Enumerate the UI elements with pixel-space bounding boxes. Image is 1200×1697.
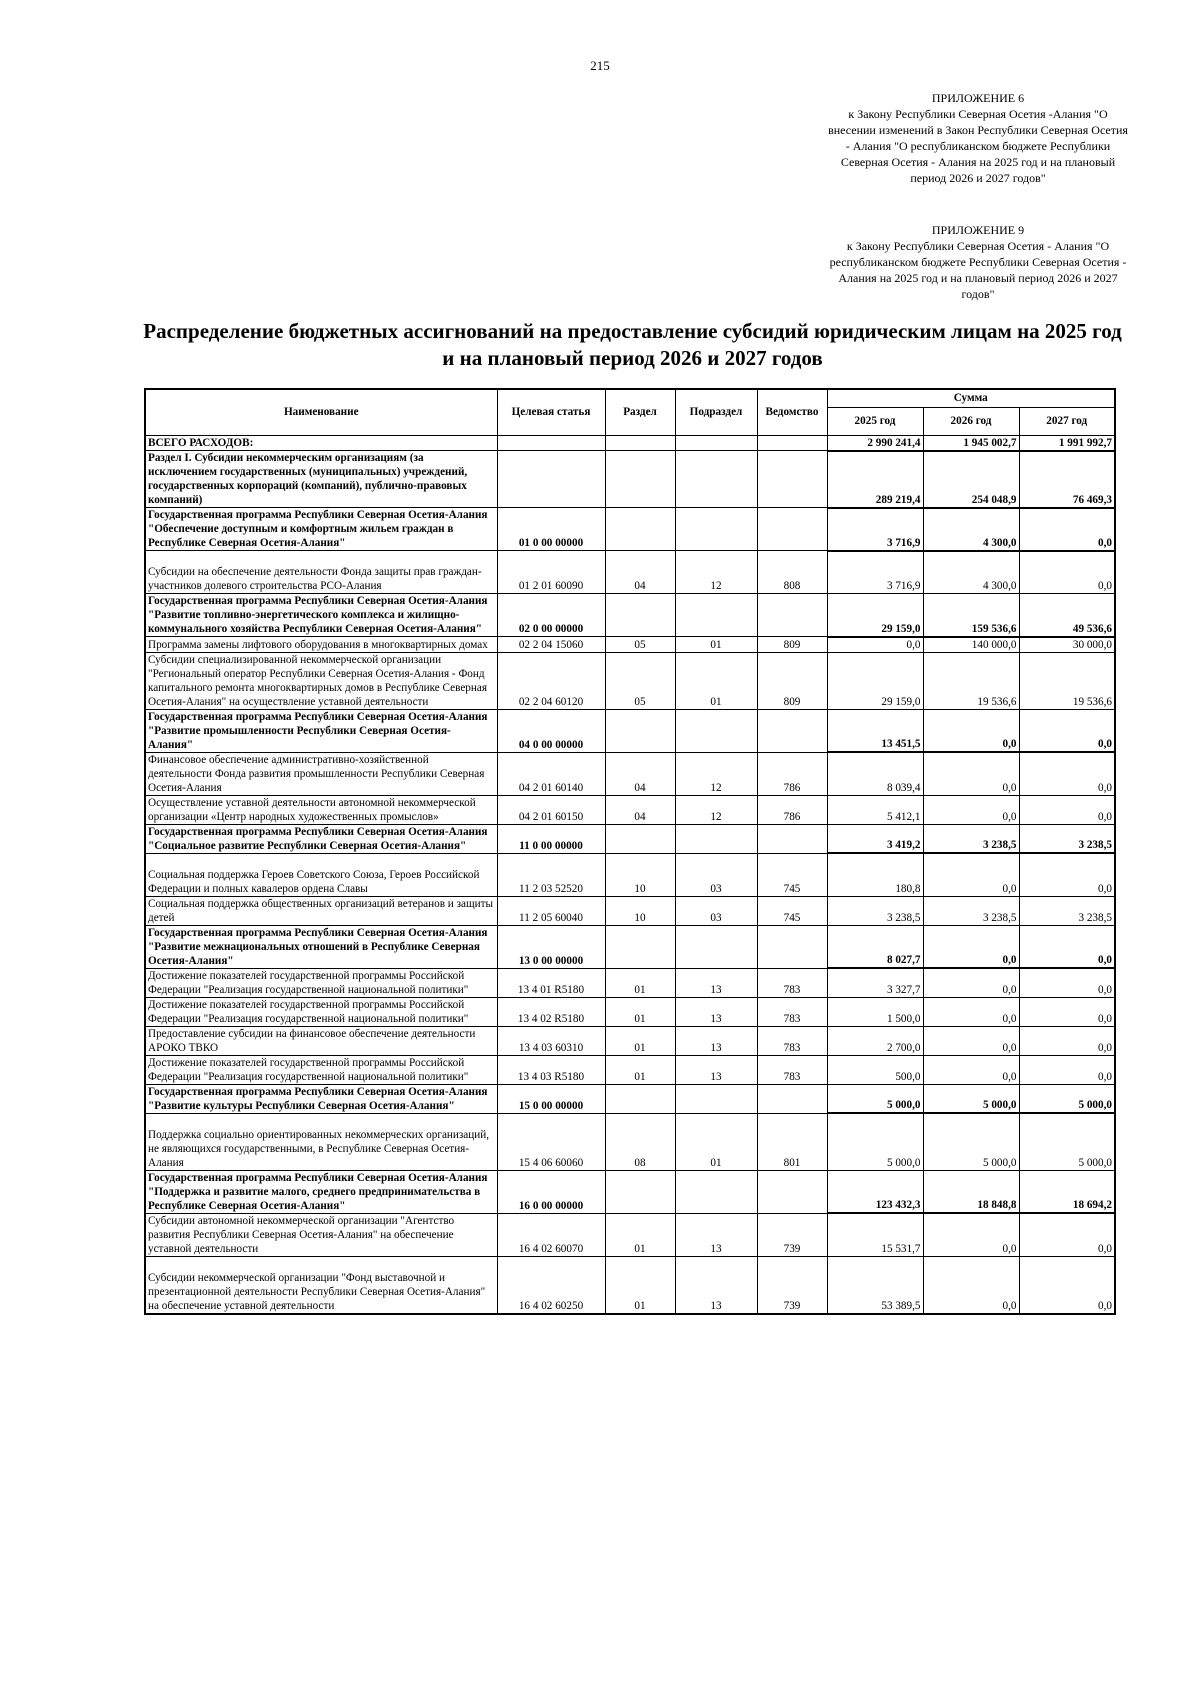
cell-2025: 3 716,9 <box>827 551 923 594</box>
cell-target: 11 2 05 60040 <box>497 896 605 925</box>
cell-target: 02 2 04 15060 <box>497 637 605 653</box>
cell-section: 04 <box>605 752 675 795</box>
cell-name: Достижение показателей государственной программы Российской Федерации "Реализация государственной национальной политики" <box>145 968 497 997</box>
cell-2027: 0,0 <box>1019 925 1115 968</box>
cell-2027: 76 469,3 <box>1019 451 1115 508</box>
cell-2027: 18 694,2 <box>1019 1170 1115 1213</box>
cell-subsection: 13 <box>675 968 757 997</box>
cell-2025: 5 412,1 <box>827 795 923 824</box>
appendix-9-title: ПРИЛОЖЕНИЕ 9 <box>931 223 1025 237</box>
cell-subsection <box>675 1084 757 1113</box>
cell-section <box>605 594 675 637</box>
cell-department: 745 <box>757 853 827 896</box>
cell-2025: 500,0 <box>827 1055 923 1084</box>
cell-department: 783 <box>757 968 827 997</box>
cell-target: 13 4 02 R5180 <box>497 997 605 1026</box>
cell-section <box>605 451 675 508</box>
cell-2025: 13 451,5 <box>827 709 923 752</box>
table-row <box>145 594 1115 637</box>
cell-section: 01 <box>605 1026 675 1055</box>
cell-section: 05 <box>605 652 675 709</box>
table-body <box>145 435 1115 1314</box>
cell-2025: 5 000,0 <box>827 1084 923 1113</box>
table-row <box>145 652 1115 709</box>
cell-target: 01 2 01 60090 <box>497 551 605 594</box>
cell-2025: 3 327,7 <box>827 968 923 997</box>
cell-department: 783 <box>757 997 827 1026</box>
table-row <box>145 824 1115 853</box>
cell-name: Государственная программа Республики Северная Осетия-Алания "Развитие промышленности Республики Северная Осетия-Алания" <box>145 709 497 752</box>
cell-2025: 5 000,0 <box>827 1113 923 1170</box>
cell-section <box>605 508 675 551</box>
cell-section: 10 <box>605 896 675 925</box>
table-row <box>145 1055 1115 1084</box>
cell-section: 04 <box>605 795 675 824</box>
cell-target: 13 4 01 R5180 <box>497 968 605 997</box>
cell-section <box>605 1170 675 1213</box>
cell-department: 786 <box>757 752 827 795</box>
cell-2026: 4 300,0 <box>923 508 1019 551</box>
cell-2025: 0,0 <box>827 637 923 653</box>
cell-2026: 18 848,8 <box>923 1170 1019 1213</box>
cell-section: 01 <box>605 1055 675 1084</box>
budget-table <box>144 388 1116 1315</box>
cell-department <box>757 435 827 451</box>
cell-name: Социальная поддержка Героев Советского Союза, Героев Российской Федерации и полных кавалеров ордена Славы <box>145 853 497 896</box>
cell-name: ВСЕГО РАСХОДОВ: <box>145 435 497 451</box>
cell-department: 809 <box>757 652 827 709</box>
cell-name: Осуществление уставной деятельности автономной некоммерческой организации «Центр народных художественных промыслов» <box>145 795 497 824</box>
cell-department: 783 <box>757 1026 827 1055</box>
cell-2026: 5 000,0 <box>923 1113 1019 1170</box>
cell-section: 04 <box>605 551 675 594</box>
cell-2025: 8 039,4 <box>827 752 923 795</box>
cell-target: 02 0 00 00000 <box>497 594 605 637</box>
appendix-6-text: к Закону Республики Северная Осетия -Алания "О внесении изменений в Закон Республики Северная Осетия - Алания "О республиканском бюджете Республики Северная Осетия - Алания на 2025 год и на плановый период 2026 и 2027 годов" <box>828 107 1128 185</box>
cell-target: 16 0 00 00000 <box>497 1170 605 1213</box>
cell-2026: 140 000,0 <box>923 637 1019 653</box>
cell-2027: 0,0 <box>1019 968 1115 997</box>
cell-2026: 0,0 <box>923 968 1019 997</box>
table-row <box>145 968 1115 997</box>
cell-2027: 5 000,0 <box>1019 1084 1115 1113</box>
cell-2027: 0,0 <box>1019 795 1115 824</box>
table-row <box>145 551 1115 594</box>
cell-2027: 3 238,5 <box>1019 824 1115 853</box>
cell-2027: 0,0 <box>1019 853 1115 896</box>
cell-subsection: 01 <box>675 637 757 653</box>
cell-department <box>757 925 827 968</box>
cell-department <box>757 709 827 752</box>
cell-department <box>757 824 827 853</box>
page-number: 215 <box>590 58 610 73</box>
table-row <box>145 451 1115 508</box>
table-row <box>145 997 1115 1026</box>
cell-department <box>757 594 827 637</box>
cell-name: Государственная программа Республики Северная Осетия-Алания "Развитие топливно-энергетического комплекса и жилищно-коммунального хозяйства Республики Северная Осетия-Алания" <box>145 594 497 637</box>
cell-subsection: 12 <box>675 795 757 824</box>
cell-name: Достижение показателей государственной программы Российской Федерации "Реализация государственной национальной политики" <box>145 1055 497 1084</box>
cell-subsection: 03 <box>675 896 757 925</box>
cell-2026: 0,0 <box>923 1256 1019 1314</box>
cell-department: 783 <box>757 1055 827 1084</box>
cell-2025: 289 219,4 <box>827 451 923 508</box>
header-2025: 2025 год <box>827 407 923 435</box>
cell-2026: 0,0 <box>923 925 1019 968</box>
cell-2026: 1 945 002,7 <box>923 435 1019 451</box>
cell-subsection <box>675 435 757 451</box>
cell-section: 01 <box>605 1213 675 1256</box>
cell-target <box>497 451 605 508</box>
cell-2025: 3 238,5 <box>827 896 923 925</box>
cell-2027: 0,0 <box>1019 1213 1115 1256</box>
cell-2025: 29 159,0 <box>827 594 923 637</box>
cell-subsection: 01 <box>675 652 757 709</box>
header-2027: 2027 год <box>1019 407 1115 435</box>
cell-name: Предоставление субсидии на финансовое обеспечение деятельности АРОКО ТВКО <box>145 1026 497 1055</box>
table-row <box>145 1256 1115 1314</box>
header-sum: Сумма <box>827 389 1115 407</box>
cell-2025: 3 716,9 <box>827 508 923 551</box>
header-department: Ведомство <box>757 389 827 435</box>
cell-subsection: 12 <box>675 752 757 795</box>
table-row <box>145 435 1115 451</box>
cell-2026: 0,0 <box>923 795 1019 824</box>
table-row <box>145 853 1115 896</box>
cell-target: 13 4 03 60310 <box>497 1026 605 1055</box>
document-title: Распределение бюджетных ассигнований на предоставление субсидий юридическим лицам на 2025 год и на плановый период 2026 и 2027 годов <box>143 319 1122 370</box>
cell-target <box>497 435 605 451</box>
cell-2027: 0,0 <box>1019 752 1115 795</box>
cell-2026: 159 536,6 <box>923 594 1019 637</box>
cell-2026: 4 300,0 <box>923 551 1019 594</box>
cell-department: 786 <box>757 795 827 824</box>
cell-target: 11 0 00 00000 <box>497 824 605 853</box>
cell-2025: 180,8 <box>827 853 923 896</box>
cell-target: 04 0 00 00000 <box>497 709 605 752</box>
cell-subsection <box>675 508 757 551</box>
cell-2025: 29 159,0 <box>827 652 923 709</box>
table-row <box>145 1113 1115 1170</box>
table-row <box>145 1026 1115 1055</box>
cell-2026: 0,0 <box>923 1213 1019 1256</box>
cell-target: 04 2 01 60140 <box>497 752 605 795</box>
cell-subsection: 13 <box>675 997 757 1026</box>
table-row <box>145 752 1115 795</box>
header-target: Целевая статья <box>497 389 605 435</box>
cell-subsection: 01 <box>675 1113 757 1170</box>
cell-section: 01 <box>605 1256 675 1314</box>
cell-2027: 0,0 <box>1019 1256 1115 1314</box>
cell-subsection <box>675 824 757 853</box>
appendix-9-text: к Закону Республики Северная Осетия - Алания "О республиканском бюджете Республики Северная Осетия - Алания на 2025 год и на плановый период 2026 и 2027 годов" <box>829 239 1127 301</box>
cell-target: 01 0 00 00000 <box>497 508 605 551</box>
cell-2026: 0,0 <box>923 1026 1019 1055</box>
cell-target: 04 2 01 60150 <box>497 795 605 824</box>
cell-name: Социальная поддержка общественных организаций ветеранов и защиты детей <box>145 896 497 925</box>
cell-target: 11 2 03 52520 <box>497 853 605 896</box>
cell-subsection <box>675 709 757 752</box>
cell-2025: 123 432,3 <box>827 1170 923 1213</box>
cell-name: Государственная программа Республики Северная Осетия-Алания "Обеспечение доступным и комфортным жильем граждан в Республике Северная Осетия-Алания" <box>145 508 497 551</box>
cell-2026: 0,0 <box>923 1055 1019 1084</box>
cell-department: 739 <box>757 1213 827 1256</box>
cell-section: 01 <box>605 997 675 1026</box>
header-subsection: Подраздел <box>675 389 757 435</box>
cell-department <box>757 1084 827 1113</box>
cell-2026: 3 238,5 <box>923 824 1019 853</box>
cell-subsection: 03 <box>675 853 757 896</box>
cell-target: 13 4 03 R5180 <box>497 1055 605 1084</box>
cell-name: Государственная программа Республики Северная Осетия-Алания "Развитие культуры Республики Северная Осетия-Алания" <box>145 1084 497 1113</box>
cell-subsection <box>675 925 757 968</box>
cell-subsection: 13 <box>675 1055 757 1084</box>
cell-section <box>605 925 675 968</box>
cell-name: Государственная программа Республики Северная Осетия-Алания "Социальное развитие Республики Северная Осетия-Алания" <box>145 824 497 853</box>
cell-2026: 0,0 <box>923 853 1019 896</box>
cell-2027: 49 536,6 <box>1019 594 1115 637</box>
table-row <box>145 709 1115 752</box>
cell-target: 13 0 00 00000 <box>497 925 605 968</box>
cell-subsection: 13 <box>675 1256 757 1314</box>
cell-2025: 53 389,5 <box>827 1256 923 1314</box>
cell-2026: 0,0 <box>923 997 1019 1026</box>
cell-department: 739 <box>757 1256 827 1314</box>
cell-subsection: 13 <box>675 1213 757 1256</box>
table-row <box>145 795 1115 824</box>
cell-2025: 2 700,0 <box>827 1026 923 1055</box>
table-row <box>145 508 1115 551</box>
cell-name: Программа замены лифтового оборудования в многоквартирных домах <box>145 637 497 653</box>
cell-2027: 0,0 <box>1019 508 1115 551</box>
cell-name: Финансовое обеспечение административно-хозяйственной деятельности Фонда развития промышленности Республики Северная Осетия-Алания <box>145 752 497 795</box>
cell-name: Субсидии автономной некоммерческой организации "Агентство развития Республики Северная Осетия-Алания" на обеспечение уставной деятельности <box>145 1213 497 1256</box>
cell-section: 01 <box>605 968 675 997</box>
cell-2027: 3 238,5 <box>1019 896 1115 925</box>
header-2026: 2026 год <box>923 407 1019 435</box>
cell-2027: 5 000,0 <box>1019 1113 1115 1170</box>
cell-2025: 15 531,7 <box>827 1213 923 1256</box>
cell-2025: 2 990 241,4 <box>827 435 923 451</box>
cell-2027: 0,0 <box>1019 709 1115 752</box>
cell-2027: 0,0 <box>1019 997 1115 1026</box>
cell-department: 745 <box>757 896 827 925</box>
cell-department <box>757 1170 827 1213</box>
cell-2026: 0,0 <box>923 752 1019 795</box>
cell-2027: 19 536,6 <box>1019 652 1115 709</box>
header-section: Раздел <box>605 389 675 435</box>
cell-department <box>757 508 827 551</box>
cell-section <box>605 824 675 853</box>
cell-section: 08 <box>605 1113 675 1170</box>
cell-subsection: 12 <box>675 551 757 594</box>
table-row <box>145 925 1115 968</box>
cell-name: Субсидии специализированной некоммерческой организации "Региональный оператор Республики Северная Осетия-Алания - Фонд капитального ремонта многоквартирных домов в Республике Северная Осетия-Алания" на осуществление уставной деятельности <box>145 652 497 709</box>
cell-2027: 30 000,0 <box>1019 637 1115 653</box>
cell-name: Поддержка социально ориентированных некоммерческих организаций, не являющихся государственными, в Республике Северная Осетия-Алания <box>145 1113 497 1170</box>
cell-subsection: 13 <box>675 1026 757 1055</box>
cell-target: 16 4 02 60070 <box>497 1213 605 1256</box>
cell-2026: 254 048,9 <box>923 451 1019 508</box>
cell-2027: 1 991 992,7 <box>1019 435 1115 451</box>
cell-subsection <box>675 451 757 508</box>
cell-section: 05 <box>605 637 675 653</box>
cell-target: 02 2 04 60120 <box>497 652 605 709</box>
cell-2025: 8 027,7 <box>827 925 923 968</box>
cell-section <box>605 1084 675 1113</box>
table-row <box>145 1213 1115 1256</box>
cell-name: Субсидии на обеспечение деятельности Фонда защиты прав граждан-участников долевого строительства РСО-Алания <box>145 551 497 594</box>
cell-department: 801 <box>757 1113 827 1170</box>
cell-2026: 0,0 <box>923 709 1019 752</box>
cell-department <box>757 451 827 508</box>
table-row <box>145 1084 1115 1113</box>
cell-target: 16 4 02 60250 <box>497 1256 605 1314</box>
cell-target: 15 4 06 60060 <box>497 1113 605 1170</box>
cell-section: 10 <box>605 853 675 896</box>
cell-2027: 0,0 <box>1019 1055 1115 1084</box>
cell-section <box>605 709 675 752</box>
cell-name: Государственная программа Республики Северная Осетия-Алания "Развитие межнациональных отношений в Республике Северная Осетия-Алания" <box>145 925 497 968</box>
cell-2026: 5 000,0 <box>923 1084 1019 1113</box>
cell-subsection <box>675 594 757 637</box>
appendix-9-note <box>828 222 1128 302</box>
table-row <box>145 1170 1115 1213</box>
cell-name: Раздел I. Субсидии некоммерческим организациям (за исключением государственных (муниципальных) учреждений, государственных корпораций (компаний), публично-правовых компаний) <box>145 451 497 508</box>
cell-target: 15 0 00 00000 <box>497 1084 605 1113</box>
cell-name: Государственная программа Республики Северная Осетия-Алания "Поддержка и развитие малого, среднего предпринимательства в Республике Северная Осетия-Алания" <box>145 1170 497 1213</box>
cell-name: Достижение показателей государственной программы Российской Федерации "Реализация государственной национальной политики" <box>145 997 497 1026</box>
cell-2027: 0,0 <box>1019 1026 1115 1055</box>
cell-2025: 3 419,2 <box>827 824 923 853</box>
cell-2026: 19 536,6 <box>923 652 1019 709</box>
cell-name: Субсидии некоммерческой организации "Фонд выставочной и презентационной деятельности Республики Северная Осетия-Алания" на обеспечение уставной деятельности <box>145 1256 497 1314</box>
cell-2025: 1 500,0 <box>827 997 923 1026</box>
cell-section <box>605 435 675 451</box>
cell-department: 809 <box>757 637 827 653</box>
cell-2026: 3 238,5 <box>923 896 1019 925</box>
cell-2027: 0,0 <box>1019 551 1115 594</box>
cell-department: 808 <box>757 551 827 594</box>
header-name: Наименование <box>145 389 497 435</box>
appendix-6-title: ПРИЛОЖЕНИЕ 6 <box>931 91 1025 105</box>
table-row <box>145 896 1115 925</box>
table-row <box>145 637 1115 653</box>
appendix-6-note <box>828 90 1128 186</box>
cell-subsection <box>675 1170 757 1213</box>
